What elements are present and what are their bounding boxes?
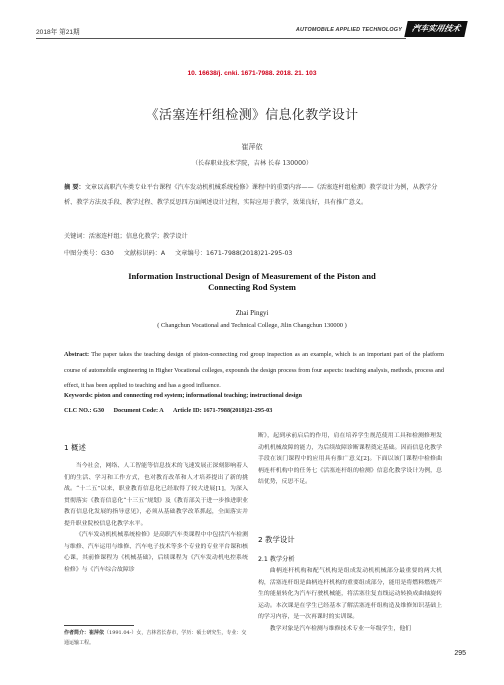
classification-cn — [64, 248, 440, 257]
running-header — [36, 20, 466, 44]
footnote-rule — [64, 625, 134, 626]
title-cn: 《活塞连杆组检测》信息化教学设计 — [145, 108, 359, 123]
affiliation-en: ( Changchun Vocational and Technical College, Jilin Changchun 130000 ) — [157, 322, 347, 329]
paragraph: 当今社会，网络、人工智能等信息技术的飞速发展正深刻影响着人们的生活、学习和工作方式，也对教育改革和人才培养提出了新的挑战。“十二五”以来，职业教育信息化已经取得了较大进展[1]，为深入贯彻落实《教育信息化“十三五”规划》及《教育部关于进一步推进职业教育信息化发展的指导意见》，必须从基础教学改革抓起，全面落实并提升职业院校信息化教学水平。 — [64, 463, 248, 527]
abstract-cn — [64, 180, 440, 210]
author-en: Zhai Pingyi — [235, 309, 269, 317]
abstract-cn-label: 摘 要： — [64, 184, 85, 191]
affiliation-cn: （长春职业技术学院，吉林 长春 130000） — [191, 160, 313, 167]
paragraph: 教学对象是汽车检测与维修技术专业一年级学生，他们 — [269, 625, 412, 632]
keywords-cn-text: 活塞连杆组；信息化教学；教学设计 — [88, 233, 188, 240]
title-en-line2: Connecting Rod System — [208, 282, 296, 292]
right-column-cont — [258, 566, 442, 635]
keywords-en — [64, 392, 444, 399]
title-en — [0, 271, 504, 293]
paragraph: 曲柄连杆机构和配气机构是组成发动机机械部分最重要的两大机构，活塞连杆组是曲柄连杆机构的重要组成部分，能用是将燃料燃烧产生的能量转化为汽车行驶机械能，将活塞往复直线运动转换成曲轴旋转运动。本次课是在学生已经基本了解活塞连杆组构造及维修知识基础上的学习内容，是一次再课时的实训课。 — [258, 568, 442, 620]
section2-heading: 2 教学设计 — [258, 535, 295, 544]
paragraph: 《汽车发动机机械系统检修》是高职汽车类课程中中包括汽车检测与维修、汽车运用与维修、汽车电子技术等多个专业的专业平台课和核心课，其前修课程为《机械基础》，后续课程为《汽车发动机电控系统检修》与《汽车综合故障诊 — [64, 532, 248, 573]
page-number: 295 — [454, 650, 466, 657]
footnote-label: 作者简介：崔萍依 — [64, 630, 105, 636]
footnote-text: （1991.04-）女，吉林省长春市，学历：硕士研究生，专业：交通运输工程。 — [64, 630, 247, 646]
keywords-en-text: piston and connecting rod system; informational teaching; instructional design — [92, 392, 302, 399]
clc-cn: 中图分类号：G30 — [64, 250, 114, 257]
issue-label: 2018年 第21期 — [36, 29, 80, 36]
author-footnote — [64, 628, 248, 648]
journal-name: AUTOMOBILE APPLIED TECHNOLOGY — [295, 27, 402, 33]
section1-heading: 1 概述 — [64, 443, 86, 452]
abstract-en — [64, 347, 444, 394]
doc-code-cn: 文献标识码：A — [123, 250, 166, 257]
abstract-en-text: The paper takes the teaching design of piston-connecting rod group inspection as an example, which is an important part of the platform course of automobile engineering in Higher Vocational colleges, expounds the design process from four aspects: teaching analysis, methods, process and effect, it has been applied to teaching and has a good influence. — [64, 351, 444, 389]
doi: 10. 16638/j. cnki. 1671-7988. 2018. 21. 103 — [187, 70, 317, 77]
article-id-cn: 文章编号：1671-7988(2018)21-295-03 — [175, 250, 293, 257]
abstract-en-label: Abstract: — [64, 351, 90, 358]
author-cn: 崔萍依 — [241, 143, 263, 151]
clc-en: CLC NO.: G30 — [64, 407, 105, 414]
title-en-line1: Information Instructional Design of Measurement of the Piston and — [128, 271, 376, 281]
left-column — [64, 461, 248, 576]
classification-en — [64, 407, 444, 414]
abstract-cn-text: 文章以高职汽车类专业平台课程《汽车发动机机械系统检修》课程中的重要内容——《活塞连杆组检测》教学设计为例，从教学分析、教学方法及手段、教学过程、教学反思四方面阐述设计过程，实际应用于教学，效果良好，具有推广意义。 — [64, 184, 438, 206]
subsection-2-1-heading: 2.1 教学分析 — [258, 556, 295, 563]
paragraph: 断》，起到承前启后的作用，肩在培养学生规范使用工具和检测修理发动机机械故障的能力，为后续故障诊断课程奠定基础。因而信息化教学手段在该门课程中的应用具有推广意义[2]。下面以该门课程中检修曲柄连杆机构中的任务七《活塞连杆组的检测》信息化教学设计为例，总结优势，反思不足。 — [258, 433, 442, 485]
keywords-en-label: Keywords: — [64, 392, 93, 399]
journal-brand-logo: 汽车实用技术 — [404, 21, 467, 37]
header-rule — [36, 38, 406, 39]
article-id-en: Article ID: 1671-7988(2018)21-295-03 — [173, 407, 273, 414]
keywords-cn-label: 关键词： — [64, 233, 89, 240]
doc-code-en: Document Code: A — [113, 407, 164, 414]
keywords-cn — [64, 231, 440, 240]
right-column — [258, 431, 442, 489]
